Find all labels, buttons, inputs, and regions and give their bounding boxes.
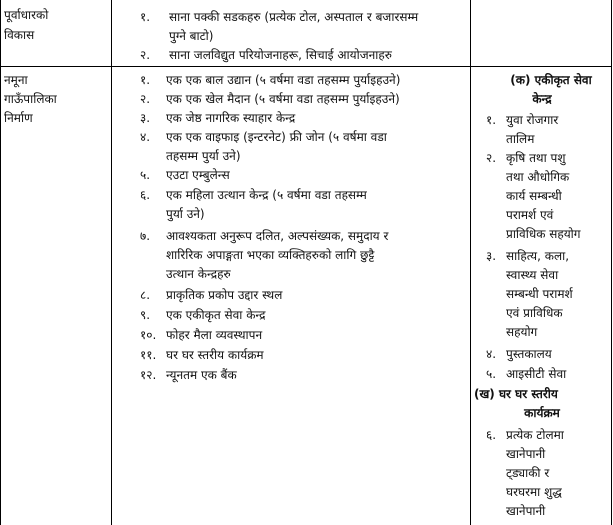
table-row-divider xyxy=(0,66,612,67)
list-item-number: ६. xyxy=(140,188,151,202)
list-item-text: एउटा एम्बुलेन्स xyxy=(166,168,230,182)
list-item-text: पुर्या उने) xyxy=(166,207,205,221)
list-item-text: खानेपानी xyxy=(506,447,546,461)
list-item-text: साना पक्की सडकहरु (प्रत्येक टोल, अस्पताल र बजारसम्म xyxy=(169,10,419,24)
list-item-text: खानेपानी xyxy=(506,504,546,518)
list-item-number: ३. xyxy=(486,249,497,263)
list-item-number: २. xyxy=(486,151,497,165)
section-heading-a: (क) एकीकृत सेवा xyxy=(510,73,592,87)
list-item-number: ३. xyxy=(140,111,151,125)
list-item-number: २. xyxy=(140,48,151,62)
list-item-number: ६. xyxy=(486,428,497,442)
list-item-text: आवश्यकता अनुरूप दलित, अल्पसंख्यक, समुदाय र xyxy=(166,229,389,243)
list-item-number: १. xyxy=(486,113,497,127)
list-item-text: उत्थान केन्द्रहरु xyxy=(166,267,231,281)
list-item-text: प्राविधिक सहयोग xyxy=(506,227,581,241)
list-item-number: ५. xyxy=(486,367,497,381)
list-item-number: १. xyxy=(140,73,151,87)
list-item-text: साहित्य, कला, xyxy=(506,249,570,263)
list-item-text: स्वास्थ्य सेवा xyxy=(506,268,559,282)
section-heading-b: (ख) घर घर स्तरीय xyxy=(474,387,558,401)
list-item-text: एक जेष्ठ नागरिक स्याहार केन्द्र xyxy=(166,111,296,125)
list-item-text: कार्य सम्बन्धी xyxy=(506,189,562,203)
list-item-number: २. xyxy=(140,92,151,106)
table-column-divider-1 xyxy=(111,0,112,525)
row2-label-line: निर्माण xyxy=(4,111,33,125)
row1-label-line: विकास xyxy=(4,28,35,42)
list-item-number: १०. xyxy=(140,328,157,342)
list-item-text: साना जलविद्युत परियोजनाहरू, सिचाई आयोजनाहरु xyxy=(169,48,392,62)
list-item-text: शारिरिक अपाङ्गता भएका व्यक्तिहरुको लागि छुट्टै xyxy=(166,248,375,262)
list-item-number: १२. xyxy=(140,368,157,382)
list-item-text: पुग्ने बाटो) xyxy=(169,29,214,43)
list-item-number: ४. xyxy=(140,130,151,144)
list-item-text: परामर्श एवं xyxy=(506,208,554,222)
list-item-text: घरघरमा शुद्ध xyxy=(506,485,562,499)
list-item-number: ७. xyxy=(140,229,151,243)
list-item-text: सहयोग xyxy=(506,325,538,339)
section-heading-b: कार्यक्रम xyxy=(524,406,560,420)
list-item-number: ११. xyxy=(140,348,157,362)
list-item-text: प्राकृतिक प्रकोप उद्दार स्थल xyxy=(166,288,283,302)
list-item-number: ९. xyxy=(140,308,151,322)
list-item-text: तालिम xyxy=(506,132,535,146)
list-item-text: पुस्तकालय xyxy=(506,347,552,361)
list-item-text: कृषि तथा पशु xyxy=(506,151,566,165)
list-item-text: एवं प्राविधिक xyxy=(506,306,563,320)
table-border-left xyxy=(0,0,1,525)
list-item-text: युवा रोजगार xyxy=(506,113,559,127)
list-item-text: घर घर स्तरीय कार्यक्रम xyxy=(166,348,264,362)
list-item-text: आइसीटी सेवा xyxy=(506,367,567,381)
list-item-text: एक एकीकृत सेवा केन्द्र xyxy=(166,308,266,322)
list-item-text: एक एक बाल उद्यान (५ वर्षमा वडा तहसम्म पुर्याइहउने) xyxy=(166,73,401,87)
list-item-number: ५. xyxy=(140,168,151,182)
list-item-text: एक महिला उत्थान केन्द्र (५ वर्षमा वडा तहसम्म xyxy=(166,188,367,202)
list-item-text: तथा औधोगिक xyxy=(506,170,570,184)
row2-label-line: गाऊँपालिका xyxy=(4,92,57,106)
list-item-text: तहसम्म पुर्या उने) xyxy=(166,149,241,163)
list-item-number: १. xyxy=(140,10,151,24)
list-item-text: प्रत्येक टोलमा xyxy=(506,428,564,442)
list-item-text: एक एक वाइफाइ (इन्टरनेट) फ्री जोन (५ वर्षमा वडा xyxy=(166,130,387,144)
table-border-right xyxy=(611,0,612,525)
list-item-text: न्यूनतम एक बैंक xyxy=(166,368,237,382)
list-item-text: एक एक खेल मैदान (५ वर्षमा वडा तहसम्म पुर्याइहउने) xyxy=(166,92,400,106)
list-item-number: ४. xyxy=(486,347,497,361)
table-column-divider-2 xyxy=(470,0,471,525)
list-item-text: सम्बन्धी परामर्श xyxy=(506,287,573,301)
list-item-text: ट्ड्याकी र xyxy=(506,466,550,480)
row2-label-line: नमूना xyxy=(4,73,28,87)
section-heading-a: केन्द्र xyxy=(532,92,552,106)
list-item-number: ८. xyxy=(140,288,151,302)
row1-label-line: पूर्वाधारको xyxy=(4,8,49,22)
list-item-text: फोहर मैला व्यवस्थापन xyxy=(166,328,263,342)
